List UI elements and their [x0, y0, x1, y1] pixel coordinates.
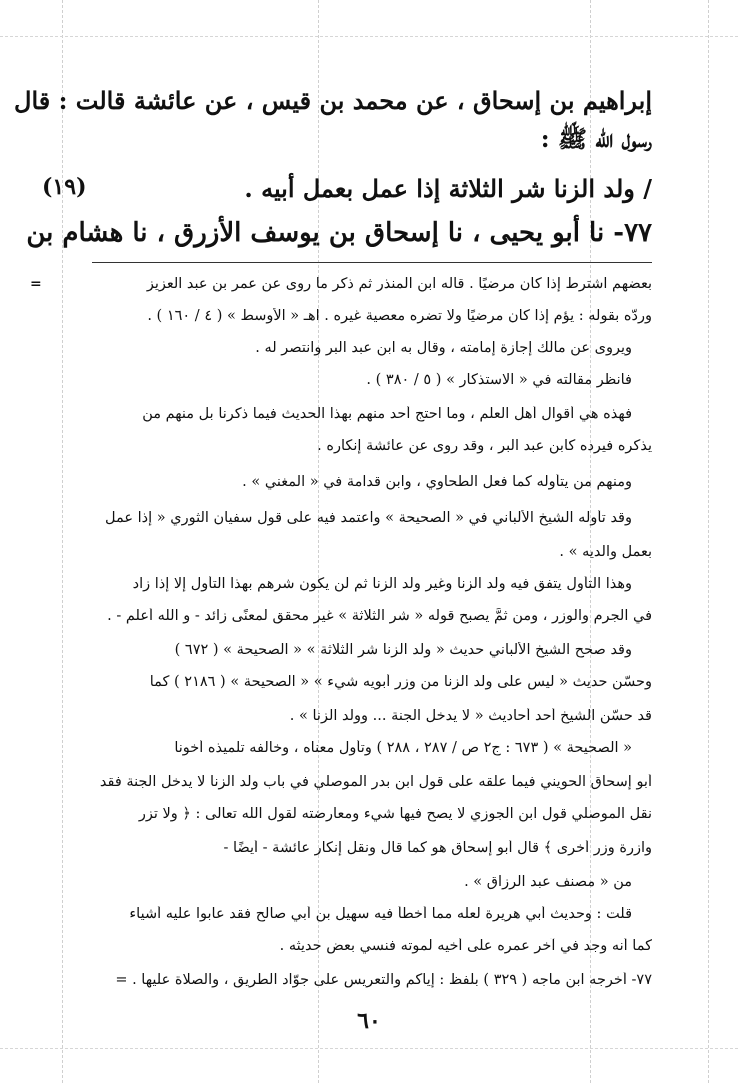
- footnote-line: فانظر مقالته في « الاستذكار » ( ٥ / ٣٨٠ ) .: [366, 372, 632, 388]
- page-number: ٦٠: [357, 1008, 381, 1034]
- footnote-line: أبو إسحاق الحويني فيما علقه على قول ابن بدر الموصلي في باب ولد الزنا لا يدخل الجنة فقد: [99, 774, 652, 790]
- footnote-line: وحسّن حديث « ليس على ولد الزنا من وزر أبويه شيء » « الصحيحة » ( ٢١٨٦ ) كما: [149, 674, 652, 690]
- footnote-line: وقد تأوله الشيخ الألباني في « الصحيحة » واعتمد فيه على قول سفيان الثوري « إذا عمل: [105, 510, 632, 526]
- footnote-line: في الجرم والوزر ، ومن ثمَّ يصبح قوله « شر الثلاثة » غير محقق لمعنًى زائد - و الله أعلم - .: [107, 608, 652, 624]
- footnote-line: بعضهم اشترط إذا كان مرضيًا . قاله ابن المنذر ثم ذكر ما روى عن عمر بن عبد العزيز: [146, 276, 652, 292]
- footnote-line: قلت : وحديث أبي هريرة لعله مما أخطأ فيه سهيل بن أبي صالح فقد عابوا عليه أشياء: [129, 906, 632, 922]
- footnote-line: نقل الموصلي قول ابن الجوزي لا يصح فيها شيء ومعارضته لقول الله تعالى : ﴿ ولا تزر: [138, 806, 652, 822]
- scan-guide-line: [0, 36, 738, 38]
- footnote-line: فهذه هي أقوال أهل العلم ، وما احتج أحد منهم بهذا الحديث فيما ذكرنا بل منهم من: [142, 406, 632, 422]
- footnote-line: قد حسّن الشيخ أحد أحاديث « لا يدخل الجنة ... وولد الزنا » .: [289, 708, 652, 724]
- footnote-separator: [92, 262, 652, 263]
- footnote-line: كما أنه وجد في آخر عمره على أخيه لموته فنسي بعض حديثه .: [279, 938, 652, 954]
- footnote-line: « الصحيحة » ( ٦٧٣ : ج٢ ص / ٢٨٧ ، ٢٨٨ ) وتأول معناه ، وخالفه تلميذه أخونا: [174, 740, 632, 756]
- main-text-line-2: رسول الله ﷺ :: [540, 124, 652, 153]
- footnote-line: وازرة وزر أخرى ﴾ قال أبو إسحاق هو كما قال ونقل إنكار عائشة - أيضًا -: [223, 840, 652, 856]
- footnote-line: وقد صحح الشيخ الألباني حديث « ولد الزنا شر الثلاثة » « الصحيحة » ( ٦٧٢ ): [174, 642, 632, 658]
- footnote-line: من « مصنف عبد الرزاق » .: [464, 874, 632, 890]
- footnote-continuation-marker: =: [30, 276, 42, 292]
- hadith-number: (١٩): [42, 174, 87, 200]
- footnote-line: ومنهم من يتأوله كما فعل الطحاوي ، وابن قدامة في « المغني » .: [242, 474, 632, 490]
- main-text-line-1: إبراهيم بن إسحاق ، عن محمد بن قيس ، عن عائشة قالت : قال: [14, 86, 652, 115]
- footnote-line: وهذا التأول يتفق فيه ولد الزنا وغير ولد الزنا ثم لن يكون شرهم بهذا التأول إلا إذا زاد: [132, 576, 632, 592]
- footnote-line: بعمل والديه » .: [559, 544, 652, 560]
- hadith-text: / ولد الزنا شر الثلاثة إذا عمل بعمل أبيه .: [244, 174, 652, 203]
- section-heading: ٧٧- نا أبو يحيى ، نا إسحاق بن يوسف الأزرق ، نا هشام بن: [26, 218, 652, 248]
- footnote-line: ٧٧- أخرجه ابن ماجه ( ٣٢٩ ) بلفظ : إياكم والتعريس على جوّاد الطريق ، والصلاة عليها . =: [115, 972, 652, 988]
- footnote-line: ويروى عن مالك إجازة إمامته ، وقال به ابن عبد البر وانتصر له .: [255, 340, 632, 356]
- scan-guide-line: [0, 1048, 738, 1050]
- footnote-line: يذكره فيرده كابن عبد البر ، وقد روى عن عائشة إنكاره .: [317, 438, 652, 454]
- scan-guide-line: [708, 0, 710, 1083]
- footnote-line: وردّه بقوله : يؤم إذا كان مرضيًا ولا تضره معصية غيره . اهـ « الأوسط » ( ٤ / ١٦٠ ) .: [147, 308, 652, 324]
